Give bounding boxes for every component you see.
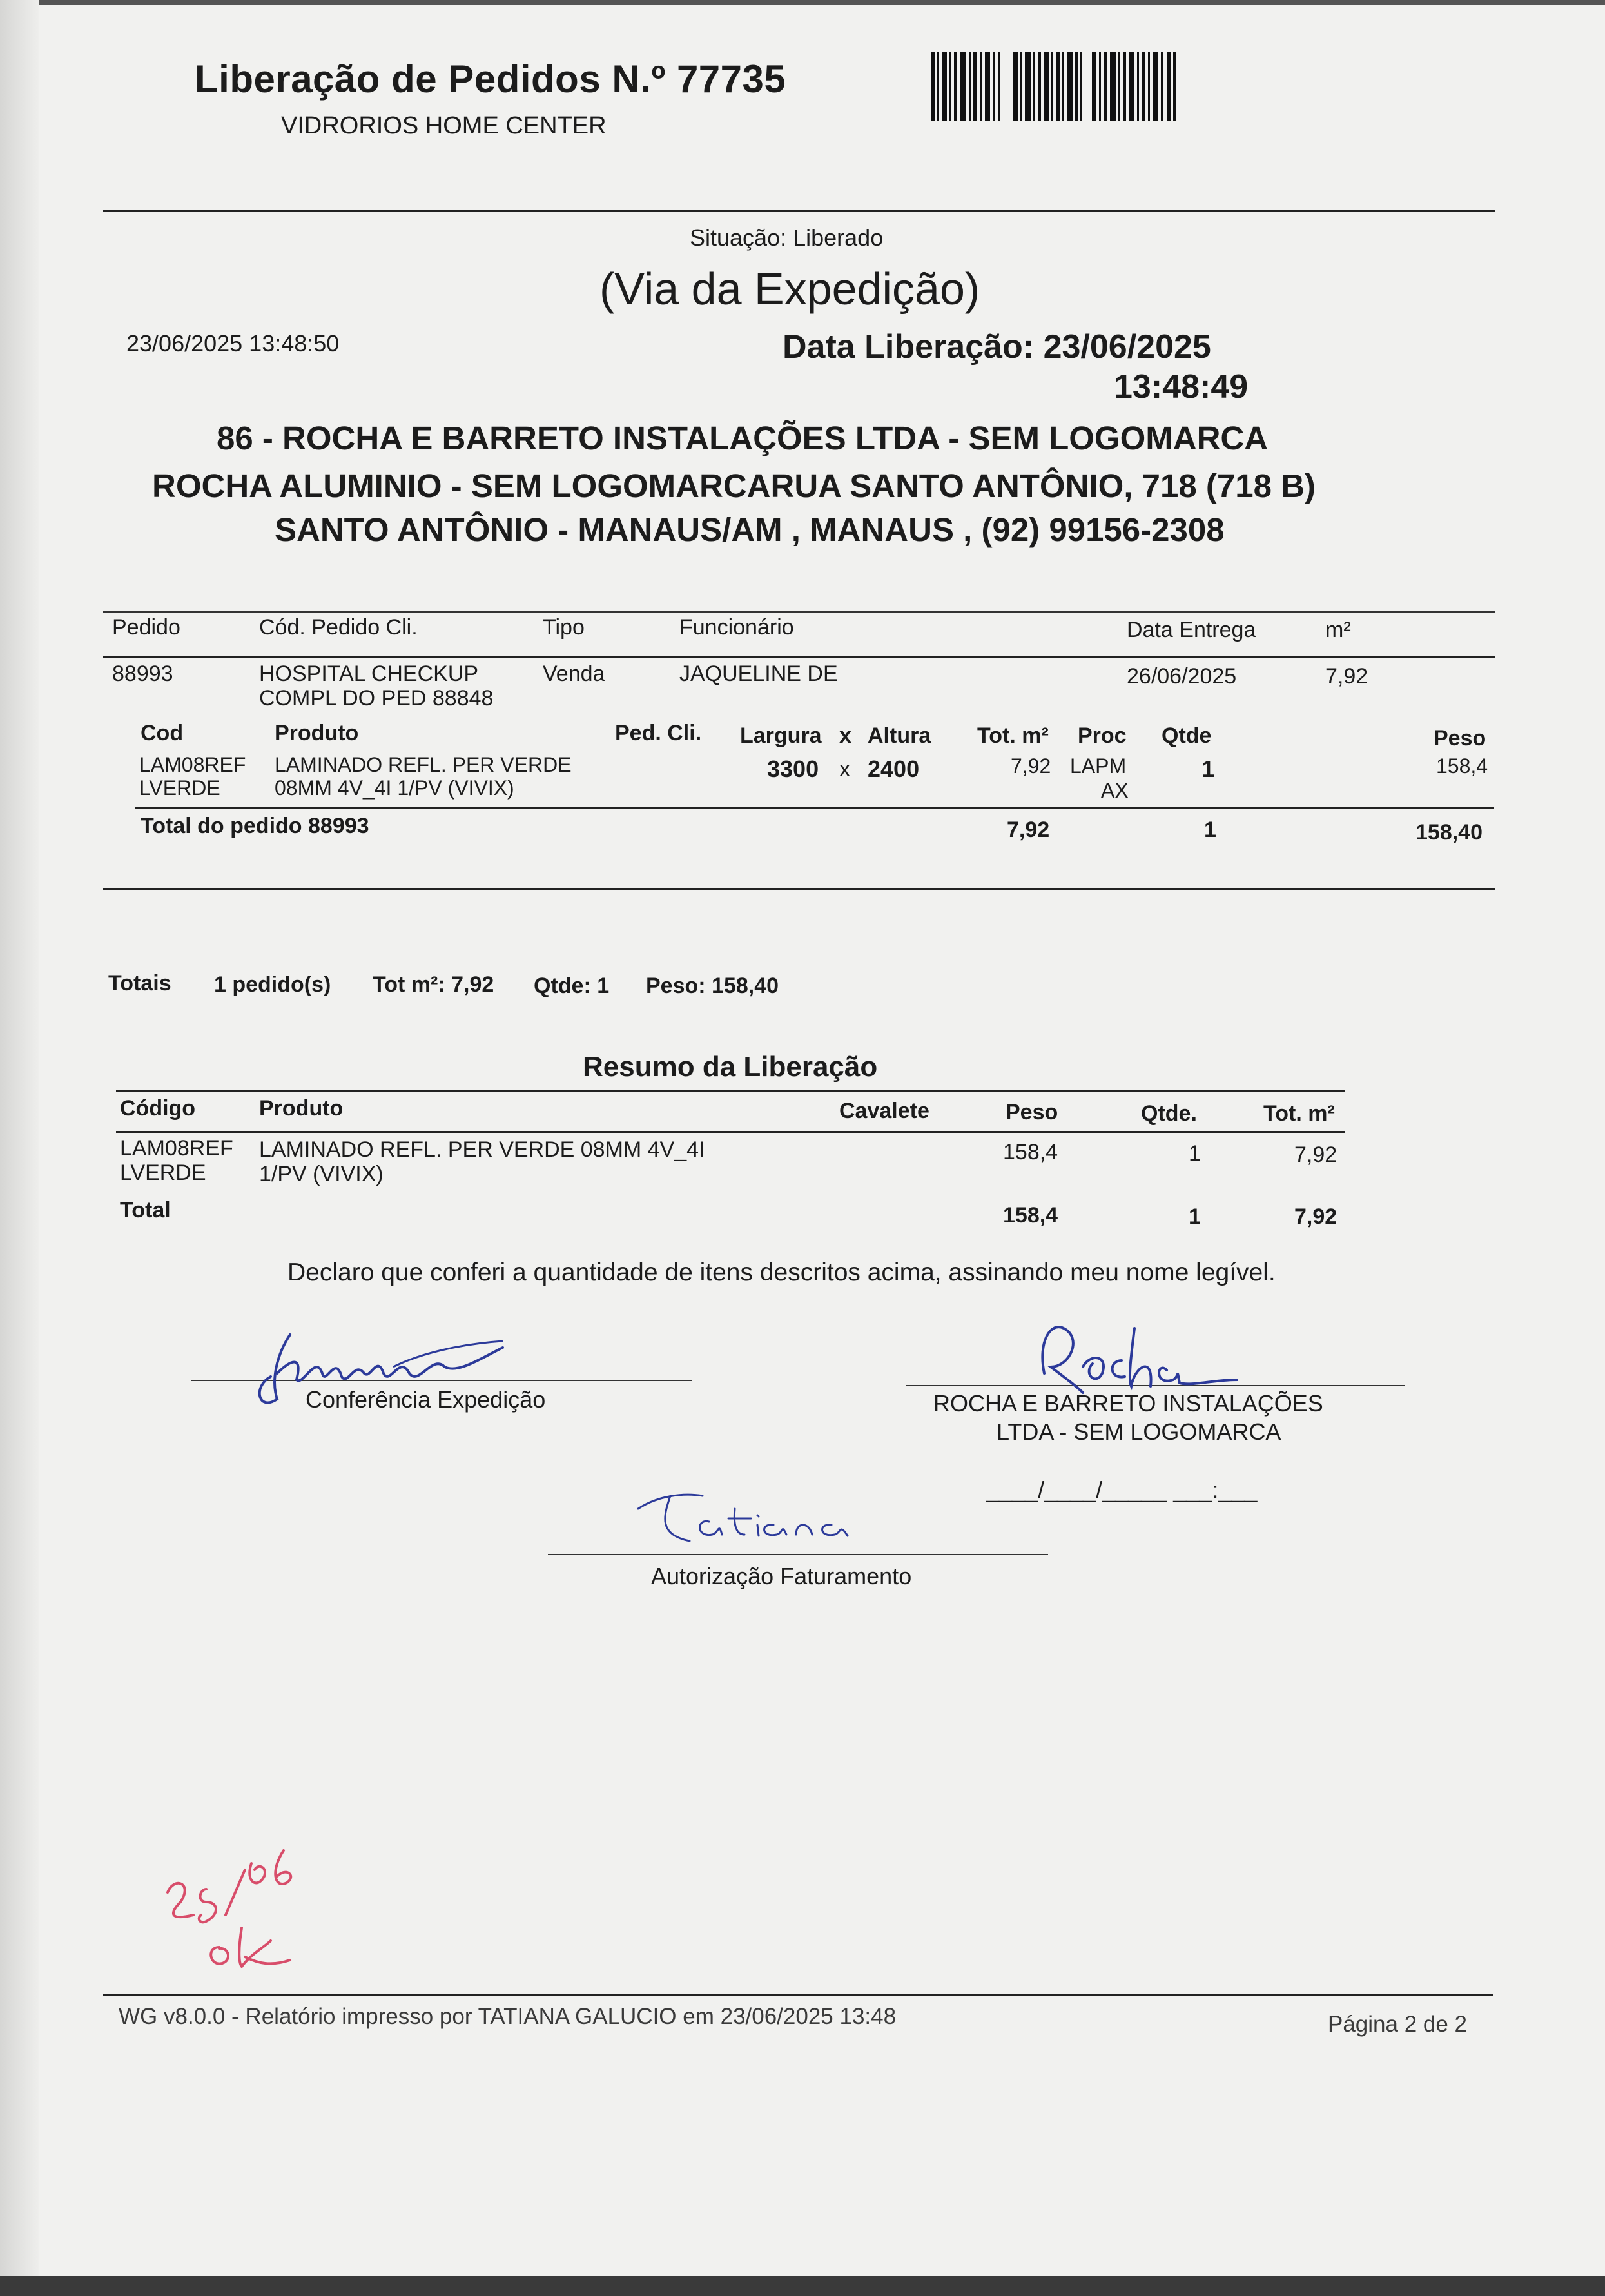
order-table-header-line <box>103 656 1495 658</box>
order-number: 88993 <box>112 662 173 686</box>
client-line-3: SANTO ANTÔNIO - MANAUS/AM , MANAUS , (92) 99156-2308 <box>275 511 1225 548</box>
order-client-code-1: HOSPITAL CHECKUP <box>259 662 479 686</box>
declaration-text: Declaro que conferi a quantidade de itens descritos acima, assinando meu nome legível. <box>287 1259 1276 1286</box>
barcode <box>931 52 1176 121</box>
summary-tot-m2: 7,92 <box>1294 1143 1338 1167</box>
client-label-1: ROCHA E BARRETO INSTALAÇÕES <box>933 1390 1323 1417</box>
summary-total-m2: 7,92 <box>1294 1204 1338 1229</box>
client-line-1: 86 - ROCHA E BARRETO INSTALAÇÕES LTDA - SEM LOGOMARCA <box>217 420 1269 456</box>
order-delivery-date: 26/06/2025 <box>1127 664 1237 689</box>
summary-header-cavalete: Cavalete <box>839 1099 929 1123</box>
summary-product-2: 1/PV (VIVIX) <box>259 1162 384 1186</box>
header-pedido: Pedido <box>112 615 180 640</box>
item-tot-m2: 7,92 <box>1011 754 1051 778</box>
items-header-x: x <box>839 723 851 748</box>
totals-qty: Qtde: 1 <box>534 974 610 998</box>
item-x: x <box>839 757 850 781</box>
item-product-1: LAMINADO REFL. PER VERDE <box>275 753 572 776</box>
order-total-weight: 158,40 <box>1415 820 1483 845</box>
summary-title: Resumo da Liberação <box>583 1051 878 1083</box>
order-table-bottom-line <box>103 888 1495 890</box>
order-total-label: Total do pedido 88993 <box>141 814 369 838</box>
summary-code-1: LAM08REF <box>120 1136 233 1161</box>
scan-top-edge <box>0 0 1605 5</box>
item-product-2: 08MM 4V_4I 1/PV (VIVIX) <box>275 776 514 800</box>
authorization-signature-line <box>548 1554 1048 1555</box>
order-table-top-line <box>103 611 1495 613</box>
client-line-2: ROCHA ALUMINIO - SEM LOGOMARCARUA SANTO ANTÔNIO, 718 (718 B) <box>152 467 1316 504</box>
item-weight: 158,4 <box>1436 754 1488 778</box>
footer-print-info: WG v8.0.0 - Relatório impresso por TATIANA GALUCIO em 23/06/2025 13:48 <box>119 2004 897 2029</box>
document-title: Liberação de Pedidos N.º 77735 <box>195 57 786 101</box>
item-qty: 1 <box>1201 756 1215 782</box>
header-cod-pedido-cli: Cód. Pedido Cli. <box>259 615 418 640</box>
handwritten-date-note <box>155 1831 322 1986</box>
conference-label: Conferência Expedição <box>306 1386 546 1413</box>
summary-header-line <box>116 1131 1345 1133</box>
page-number: Página 2 de 2 <box>1328 2012 1468 2037</box>
summary-top-line <box>116 1090 1345 1092</box>
date-time-blank: ____/____/_____ ___:___ <box>986 1477 1258 1503</box>
summary-header-codigo: Código <box>120 1096 196 1121</box>
item-height: 2400 <box>868 756 920 782</box>
summary-qty: 1 <box>1189 1141 1201 1166</box>
order-type: Venda <box>543 662 605 686</box>
via-label: (Via da Expedição) <box>599 264 980 314</box>
conference-signature <box>251 1315 522 1418</box>
release-time: 13:48:49 <box>1114 368 1249 406</box>
company-name: VIDRORIOS HOME CENTER <box>281 112 607 139</box>
items-total-line <box>135 807 1494 809</box>
items-header-produto: Produto <box>275 721 359 745</box>
order-employee: JAQUELINE DE <box>679 662 838 686</box>
header-m2: m² <box>1325 618 1351 642</box>
summary-product-1: LAMINADO REFL. PER VERDE 08MM 4V_4I <box>259 1137 705 1162</box>
client-signature <box>1018 1315 1238 1399</box>
order-total-qty: 1 <box>1204 818 1216 842</box>
summary-header-produto: Produto <box>259 1096 344 1121</box>
summary-header-peso: Peso <box>1006 1100 1058 1124</box>
header-tipo: Tipo <box>543 615 585 640</box>
item-proc-1: LAPM <box>1070 754 1127 778</box>
totals-m2: Tot m²: 7,92 <box>373 972 494 997</box>
scan-bottom-edge <box>0 2276 1605 2296</box>
authorization-label: Autorização Faturamento <box>651 1563 912 1589</box>
scan-left-edge <box>0 0 39 2296</box>
status-line: Situação: Liberado <box>690 224 884 251</box>
summary-header-qtde: Qtde. <box>1141 1101 1197 1126</box>
summary-code-2: LVERDE <box>120 1161 206 1185</box>
footer-divider <box>103 1994 1493 1996</box>
totals-weight: Peso: 158,40 <box>646 974 779 998</box>
summary-total-weight: 158,4 <box>1003 1203 1058 1228</box>
item-code-1: LAM08REF <box>139 753 246 776</box>
summary-total-qty: 1 <box>1189 1204 1201 1229</box>
items-header-altura: Altura <box>868 723 931 748</box>
items-header-tot-m2: Tot. m² <box>977 723 1049 748</box>
items-header-proc: Proc <box>1078 723 1127 748</box>
item-proc-2: AX <box>1101 779 1129 802</box>
header-funcionario: Funcionário <box>679 615 794 640</box>
totals-label: Totais <box>108 971 171 996</box>
order-client-code-2: COMPL DO PED 88848 <box>259 686 494 711</box>
authorization-signature <box>632 1483 851 1554</box>
item-code-2: LVERDE <box>139 776 220 800</box>
client-label-2: LTDA - SEM LOGOMARCA <box>997 1418 1281 1445</box>
header-divider <box>103 210 1495 212</box>
items-header-qtde: Qtde <box>1162 723 1212 748</box>
totals-orders: 1 pedido(s) <box>214 972 331 997</box>
header-data-entrega: Data Entrega <box>1127 618 1256 642</box>
order-m2: 7,92 <box>1325 664 1368 689</box>
release-date: Data Liberação: 23/06/2025 <box>783 328 1211 366</box>
items-header-largura: Largura <box>740 723 822 748</box>
printed-datetime: 23/06/2025 13:48:50 <box>126 330 340 357</box>
order-total-m2: 7,92 <box>1007 818 1050 842</box>
summary-total-label: Total <box>120 1198 171 1222</box>
item-width: 3300 <box>767 756 819 782</box>
summary-weight: 158,4 <box>1003 1140 1058 1164</box>
items-header-ped-cli: Ped. Cli. <box>615 721 702 745</box>
items-header-cod: Cod <box>141 721 184 745</box>
items-header-peso: Peso <box>1434 726 1486 751</box>
summary-header-tot-m2: Tot. m² <box>1263 1101 1335 1126</box>
